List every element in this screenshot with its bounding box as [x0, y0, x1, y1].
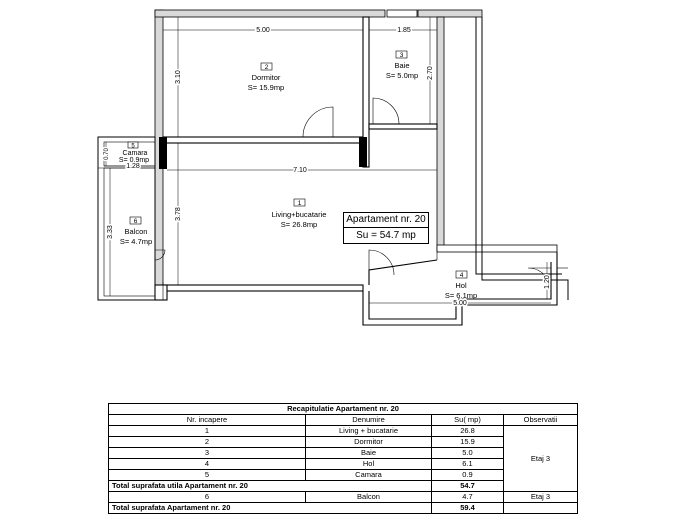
- room-area: S= 15.9mp: [247, 83, 285, 92]
- room-area: S= 4.7mp: [119, 237, 153, 246]
- room-name: Living+bucatarie: [271, 210, 327, 219]
- dim-270: 2.70: [427, 66, 434, 80]
- dim-500-top: 5.00: [256, 27, 270, 34]
- cell-su: 15.9: [432, 437, 504, 448]
- room-camara: [119, 142, 149, 164]
- room-number: 2: [264, 64, 269, 71]
- total-util-label: Total suprafata utila Apartament nr. 20: [109, 481, 432, 492]
- cell-nr: 1: [109, 426, 306, 437]
- dim-500-hol: 5.00: [453, 300, 467, 307]
- cell-name: Camara: [306, 470, 432, 481]
- table-row: [109, 426, 578, 437]
- room-number: 5: [131, 143, 135, 150]
- exterior-walls: [155, 10, 557, 300]
- dim-310: 3.10: [175, 70, 182, 84]
- room-number: 1: [297, 200, 302, 207]
- cell-obs: Etaj 3: [504, 426, 578, 492]
- room-baie: [386, 51, 418, 80]
- col-header: Nr. incapere: [109, 415, 306, 426]
- apartment-label: Apartament nr. 20: [344, 213, 428, 228]
- room-number: 4: [459, 272, 464, 279]
- table-title-row: [109, 404, 578, 415]
- cell-nr: 3: [109, 448, 306, 459]
- table-total-row: [109, 503, 578, 514]
- cell-obs: Etaj 3: [504, 492, 578, 503]
- dim-185: 1.85: [397, 27, 411, 34]
- col-header: Su( mp): [432, 415, 504, 426]
- cell-nr: 4: [109, 459, 306, 470]
- cell-su: 5.0: [432, 448, 504, 459]
- table-header-row: [109, 415, 578, 426]
- dimension-labels: [104, 27, 551, 307]
- cell-name: Hol: [306, 459, 432, 470]
- cell-name: Baie: [306, 448, 432, 459]
- dim-378: 3.78: [175, 207, 182, 221]
- room-hol: [445, 271, 477, 300]
- dimension-lines: [104, 17, 551, 303]
- cell-su: 4.7: [432, 492, 504, 503]
- room-area: S= 26.8mp: [280, 220, 318, 229]
- room-balcon: [120, 217, 152, 246]
- room-area: S= 0.9mp: [118, 157, 150, 164]
- cell-empty: [504, 503, 578, 514]
- dim-333: 3.33: [107, 225, 114, 239]
- room-name: Camara: [122, 150, 148, 157]
- cell-su: 26.8: [432, 426, 504, 437]
- col-header: Denumire: [306, 415, 432, 426]
- room-name: Balcon: [124, 227, 148, 236]
- recap-table: [108, 403, 578, 514]
- room-name: Dormitor: [251, 73, 281, 82]
- doors: [155, 98, 551, 300]
- cell-su: 6.1: [432, 459, 504, 470]
- cell-su: 0.9: [432, 470, 504, 481]
- total-label: Total suprafata Apartament nr. 20: [109, 503, 432, 514]
- room-name: Hol: [455, 281, 467, 290]
- room-number: 6: [133, 218, 138, 225]
- cell-name: Balcon: [306, 492, 432, 503]
- room-dormitor: [248, 63, 284, 92]
- cell-nr: 2: [109, 437, 306, 448]
- cell-name: Dormitor: [306, 437, 432, 448]
- col-header: Observatii: [504, 415, 578, 426]
- interior-walls: [98, 17, 568, 325]
- dim-120: 1.20: [544, 275, 551, 289]
- table-title: Recapitulatie Apartament nr. 20: [109, 404, 578, 415]
- apartment-area: Su = 54.7 mp: [356, 230, 416, 241]
- total-util-value: 54.7: [432, 481, 504, 492]
- apartment-label-box: [343, 212, 429, 244]
- cell-nr: 6: [109, 492, 306, 503]
- room-number: 3: [399, 52, 404, 59]
- dim-070: 0.70: [104, 148, 110, 160]
- table-row: [109, 492, 578, 503]
- total-value: 59.4: [432, 503, 504, 514]
- room-name: Baie: [394, 61, 410, 70]
- cell-name: Living + bucatarie: [306, 426, 432, 437]
- room-area: S= 6.1mp: [444, 291, 478, 300]
- dim-128: 1.28: [126, 163, 140, 170]
- room-living: [272, 199, 327, 229]
- cell-nr: 5: [109, 470, 306, 481]
- dim-710: 7.10: [293, 167, 307, 174]
- room-area: S= 5.0mp: [385, 71, 419, 80]
